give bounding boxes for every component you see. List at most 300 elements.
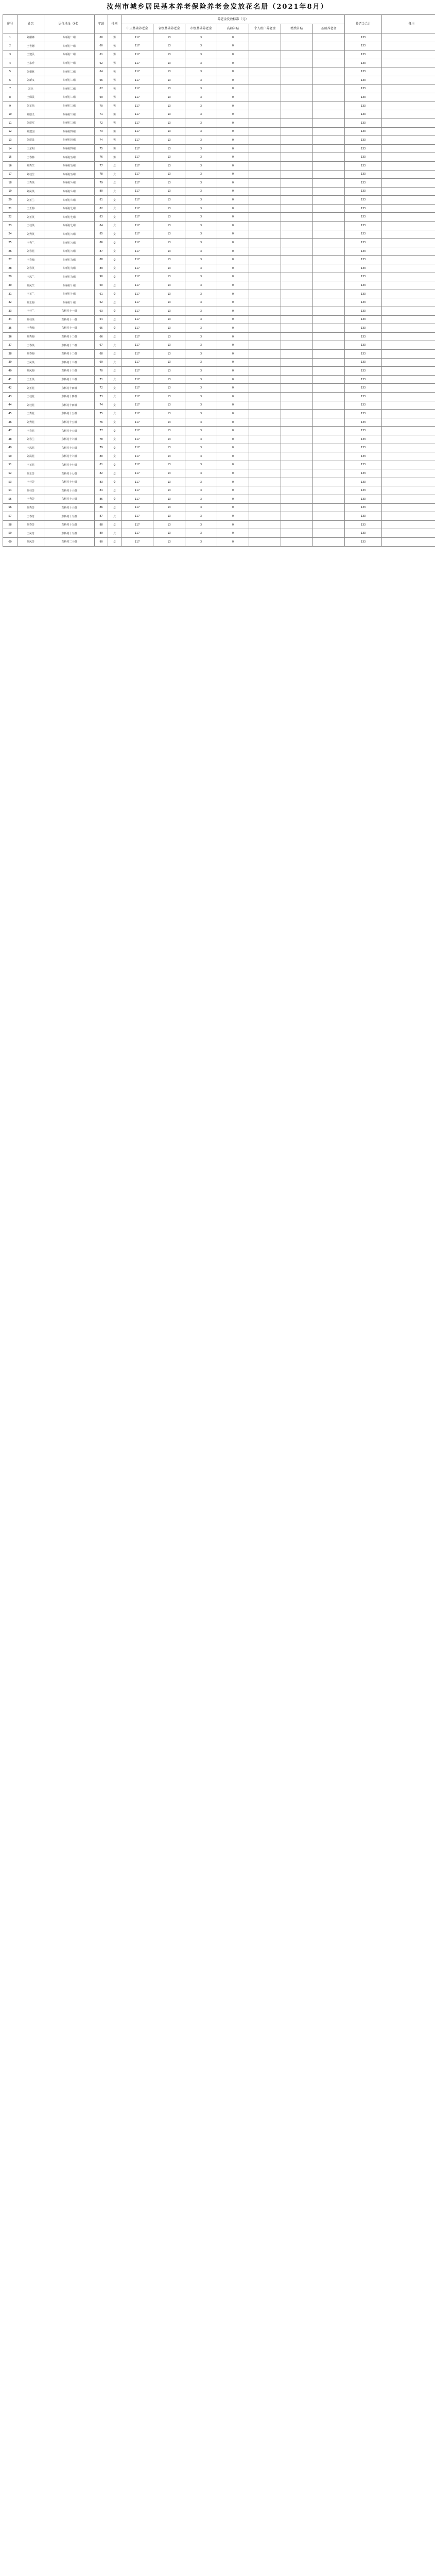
- row-sex: 女: [108, 324, 121, 333]
- row-seq: 50: [3, 452, 18, 461]
- row-age: 71: [95, 375, 108, 384]
- row-personal-account: [249, 392, 281, 401]
- row-personal-account: [249, 127, 281, 136]
- row-age-subsidy: 0: [217, 50, 249, 59]
- table-row: [3, 33, 435, 42]
- row-age: 85: [95, 230, 108, 239]
- row-base-pension: [313, 204, 345, 213]
- row-remark: [382, 332, 435, 341]
- row-age-subsidy: 0: [217, 495, 249, 504]
- row-age: 62: [95, 298, 108, 307]
- row-age: 78: [95, 170, 108, 179]
- header-sex: 性别: [108, 15, 121, 33]
- row-seq: 54: [3, 486, 18, 495]
- row-age-subsidy: 0: [217, 418, 249, 427]
- row-contribution-subsidy: [281, 520, 313, 529]
- row-address: 东桥村十一组: [44, 315, 95, 324]
- row-name: 王秀花: [18, 410, 44, 418]
- row-base-pension: [313, 478, 345, 486]
- row-sex: 男: [108, 33, 121, 42]
- row-base-pension: [313, 367, 345, 376]
- table-row: [3, 427, 435, 435]
- row-base-pension: [313, 512, 345, 521]
- row-city-base: 3: [185, 42, 217, 50]
- table-row: [3, 315, 435, 324]
- table-row: [3, 512, 435, 521]
- row-remark: [382, 136, 435, 145]
- table-row: [3, 435, 435, 444]
- row-total: 133: [345, 358, 382, 367]
- row-province-base: 13: [153, 179, 185, 188]
- row-personal-account: [249, 401, 281, 410]
- row-contribution-subsidy: [281, 179, 313, 188]
- row-address: 东桥村十九组: [44, 512, 95, 521]
- row-name: 刘桂兰: [18, 170, 44, 179]
- row-contribution-subsidy: [281, 307, 313, 316]
- row-age: 84: [95, 222, 108, 230]
- row-city-base: 3: [185, 101, 217, 110]
- row-sex: 女: [108, 418, 121, 427]
- row-central-base: 117: [121, 444, 153, 452]
- row-address: 东桥村十六组: [44, 435, 95, 444]
- row-seq: 7: [3, 84, 18, 93]
- row-contribution-subsidy: [281, 461, 313, 469]
- row-province-base: 13: [153, 520, 185, 529]
- row-address: 东桥村十五组: [44, 427, 95, 435]
- row-contribution-subsidy: [281, 332, 313, 341]
- row-contribution-subsidy: [281, 512, 313, 521]
- row-central-base: 117: [121, 367, 153, 376]
- row-sex: 女: [108, 256, 121, 264]
- row-total: 133: [345, 401, 382, 410]
- row-sex: 男: [108, 101, 121, 110]
- row-address: 东桥村二组: [44, 67, 95, 76]
- row-seq: 59: [3, 529, 18, 538]
- row-age: 76: [95, 153, 108, 162]
- row-seq: 49: [3, 444, 18, 452]
- row-address: 东桥村一组: [44, 50, 95, 59]
- row-city-base: 3: [185, 281, 217, 290]
- row-central-base: 117: [121, 452, 153, 461]
- row-central-base: 117: [121, 110, 153, 119]
- row-sex: 男: [108, 93, 121, 102]
- row-central-base: 117: [121, 93, 153, 102]
- row-city-base: 3: [185, 503, 217, 512]
- row-city-base: 3: [185, 538, 217, 547]
- row-contribution-subsidy: [281, 392, 313, 401]
- row-province-base: 13: [153, 136, 185, 145]
- row-age: 89: [95, 264, 108, 273]
- row-personal-account: [249, 307, 281, 316]
- row-central-base: 117: [121, 144, 153, 153]
- row-total: 133: [345, 144, 382, 153]
- row-remark: [382, 392, 435, 401]
- row-name: 王凤花: [18, 444, 44, 452]
- row-province-base: 13: [153, 384, 185, 393]
- row-name: 刘春英: [18, 264, 44, 273]
- row-address: 东桥村十一组: [44, 307, 95, 316]
- row-sex: 女: [108, 230, 121, 239]
- row-sex: 男: [108, 67, 121, 76]
- row-contribution-subsidy: [281, 281, 313, 290]
- row-province-base: 13: [153, 529, 185, 538]
- row-personal-account: [249, 50, 281, 59]
- row-sex: 男: [108, 76, 121, 84]
- row-central-base: 117: [121, 307, 153, 316]
- row-sex: 女: [108, 384, 121, 393]
- row-base-pension: [313, 495, 345, 504]
- row-seq: 47: [3, 427, 18, 435]
- row-base-pension: [313, 410, 345, 418]
- row-province-base: 13: [153, 444, 185, 452]
- row-total: 133: [345, 196, 382, 205]
- row-contribution-subsidy: [281, 161, 313, 170]
- row-age: 74: [95, 401, 108, 410]
- row-personal-account: [249, 538, 281, 547]
- row-total: 133: [345, 452, 382, 461]
- row-age: 83: [95, 478, 108, 486]
- row-remark: [382, 444, 435, 452]
- row-central-base: 117: [121, 341, 153, 350]
- row-address: 东桥村一组: [44, 42, 95, 50]
- row-central-base: 117: [121, 196, 153, 205]
- row-name: 王春英: [18, 341, 44, 350]
- row-name: 王凤兰: [18, 273, 44, 281]
- row-central-base: 117: [121, 529, 153, 538]
- row-age: 64: [95, 67, 108, 76]
- row-city-base: 3: [185, 529, 217, 538]
- row-city-base: 3: [185, 33, 217, 42]
- row-central-base: 117: [121, 213, 153, 222]
- row-age: 80: [95, 452, 108, 461]
- row-remark: [382, 187, 435, 196]
- row-age-subsidy: 0: [217, 187, 249, 196]
- row-address: 东桥村六组: [44, 196, 95, 205]
- row-remark: [382, 161, 435, 170]
- table-row: [3, 247, 435, 256]
- row-personal-account: [249, 495, 281, 504]
- row-city-base: 3: [185, 461, 217, 469]
- row-base-pension: [313, 384, 345, 393]
- row-seq: 30: [3, 281, 18, 290]
- row-address: 东桥村五组: [44, 170, 95, 179]
- row-contribution-subsidy: [281, 118, 313, 127]
- row-total: 133: [345, 427, 382, 435]
- row-seq: 55: [3, 495, 18, 504]
- row-remark: [382, 358, 435, 367]
- row-age-subsidy: 0: [217, 110, 249, 119]
- row-age-subsidy: 0: [217, 93, 249, 102]
- row-remark: [382, 495, 435, 504]
- row-address: 东桥村十八组: [44, 495, 95, 504]
- row-central-base: 117: [121, 290, 153, 298]
- row-seq: 4: [3, 59, 18, 67]
- row-name: 王玉梅: [18, 204, 44, 213]
- row-central-base: 117: [121, 435, 153, 444]
- row-central-base: 117: [121, 84, 153, 93]
- row-seq: 51: [3, 461, 18, 469]
- row-base-pension: [313, 298, 345, 307]
- row-age: 85: [95, 495, 108, 504]
- row-contribution-subsidy: [281, 469, 313, 478]
- row-age-subsidy: 0: [217, 290, 249, 298]
- row-personal-account: [249, 213, 281, 222]
- header-personal-account: 个人账户养老金: [249, 24, 281, 33]
- row-sex: 女: [108, 486, 121, 495]
- row-province-base: 13: [153, 247, 185, 256]
- row-remark: [382, 478, 435, 486]
- row-city-base: 3: [185, 358, 217, 367]
- row-sex: 女: [108, 315, 121, 324]
- table-row: [3, 349, 435, 358]
- row-sex: 男: [108, 59, 121, 67]
- row-seq: 28: [3, 264, 18, 273]
- row-remark: [382, 273, 435, 281]
- row-total: 133: [345, 349, 382, 358]
- row-seq: 9: [3, 101, 18, 110]
- row-name: 王桂英: [18, 222, 44, 230]
- row-address: 东桥村二组: [44, 93, 95, 102]
- row-sex: 女: [108, 247, 121, 256]
- row-province-base: 13: [153, 222, 185, 230]
- row-province-base: 13: [153, 452, 185, 461]
- row-sex: 女: [108, 529, 121, 538]
- row-address: 东桥村九组: [44, 273, 95, 281]
- row-name: 王东明: [18, 144, 44, 153]
- row-address: 东桥村九组: [44, 264, 95, 273]
- row-city-base: 3: [185, 410, 217, 418]
- table-row: [3, 196, 435, 205]
- row-total: 133: [345, 444, 382, 452]
- table-row: [3, 503, 435, 512]
- row-seq: 24: [3, 230, 18, 239]
- row-age: 70: [95, 101, 108, 110]
- row-contribution-subsidy: [281, 349, 313, 358]
- row-address: 东桥村三组: [44, 110, 95, 119]
- table-row: [3, 273, 435, 281]
- table-row: [3, 452, 435, 461]
- row-address: 东桥村十七组: [44, 469, 95, 478]
- row-contribution-subsidy: [281, 239, 313, 247]
- row-name: 王玉英: [18, 375, 44, 384]
- row-personal-account: [249, 444, 281, 452]
- table-row: [3, 118, 435, 127]
- row-sex: 男: [108, 136, 121, 145]
- row-sex: 女: [108, 512, 121, 521]
- row-province-base: 13: [153, 358, 185, 367]
- row-age: 82: [95, 469, 108, 478]
- row-contribution-subsidy: [281, 33, 313, 42]
- row-city-base: 3: [185, 349, 217, 358]
- row-sex: 女: [108, 307, 121, 316]
- row-personal-account: [249, 170, 281, 179]
- row-total: 133: [345, 33, 382, 42]
- row-central-base: 117: [121, 76, 153, 84]
- row-central-base: 117: [121, 512, 153, 521]
- row-address: 东桥村十六组: [44, 452, 95, 461]
- row-seq: 21: [3, 204, 18, 213]
- row-central-base: 117: [121, 469, 153, 478]
- row-age: 60: [95, 281, 108, 290]
- row-central-base: 117: [121, 222, 153, 230]
- row-base-pension: [313, 222, 345, 230]
- row-age-subsidy: 0: [217, 512, 249, 521]
- row-total: 133: [345, 179, 382, 188]
- row-remark: [382, 341, 435, 350]
- row-province-base: 13: [153, 118, 185, 127]
- row-city-base: 3: [185, 144, 217, 153]
- row-age-subsidy: 0: [217, 161, 249, 170]
- row-name: 王春林: [18, 153, 44, 162]
- table-row: [3, 256, 435, 264]
- row-base-pension: [313, 144, 345, 153]
- row-total: 133: [345, 222, 382, 230]
- row-sex: 女: [108, 367, 121, 376]
- row-city-base: 3: [185, 153, 217, 162]
- row-age: 87: [95, 512, 108, 521]
- row-address: 东桥村十三组: [44, 367, 95, 376]
- row-seq: 34: [3, 315, 18, 324]
- row-base-pension: [313, 170, 345, 179]
- row-age-subsidy: 0: [217, 375, 249, 384]
- table-row: [3, 478, 435, 486]
- row-age: 88: [95, 520, 108, 529]
- row-personal-account: [249, 315, 281, 324]
- row-sex: 女: [108, 349, 121, 358]
- row-province-base: 13: [153, 486, 185, 495]
- roster-body: [3, 33, 435, 547]
- row-age: 73: [95, 392, 108, 401]
- row-name: 王桂兰: [18, 307, 44, 316]
- row-city-base: 3: [185, 444, 217, 452]
- row-name: 王春花: [18, 427, 44, 435]
- row-base-pension: [313, 290, 345, 298]
- row-personal-account: [249, 452, 281, 461]
- row-city-base: 3: [185, 495, 217, 504]
- row-city-base: 3: [185, 76, 217, 84]
- row-address: 东桥村十七组: [44, 478, 95, 486]
- row-personal-account: [249, 144, 281, 153]
- row-central-base: 117: [121, 410, 153, 418]
- row-address: 东桥村二组: [44, 84, 95, 93]
- row-seq: 2: [3, 42, 18, 50]
- row-age-subsidy: 0: [217, 315, 249, 324]
- row-city-base: 3: [185, 435, 217, 444]
- row-name: 王建民: [18, 50, 44, 59]
- row-personal-account: [249, 427, 281, 435]
- table-row: [3, 67, 435, 76]
- row-sex: 女: [108, 435, 121, 444]
- row-remark: [382, 93, 435, 102]
- table-row: [3, 84, 435, 93]
- row-address: 东桥村八组: [44, 247, 95, 256]
- row-address: 东桥村十八组: [44, 503, 95, 512]
- row-sex: 女: [108, 179, 121, 188]
- row-city-base: 3: [185, 418, 217, 427]
- row-contribution-subsidy: [281, 67, 313, 76]
- row-age-subsidy: 0: [217, 410, 249, 418]
- row-address: 东桥村十三组: [44, 358, 95, 367]
- row-city-base: 3: [185, 230, 217, 239]
- row-total: 133: [345, 410, 382, 418]
- row-address: 东桥村五组: [44, 161, 95, 170]
- row-base-pension: [313, 469, 345, 478]
- row-personal-account: [249, 358, 281, 367]
- row-name: 刘桂芳: [18, 486, 44, 495]
- table-row: [3, 93, 435, 102]
- row-total: 133: [345, 161, 382, 170]
- row-contribution-subsidy: [281, 273, 313, 281]
- row-age-subsidy: 0: [217, 247, 249, 256]
- row-age: 70: [95, 367, 108, 376]
- row-contribution-subsidy: [281, 444, 313, 452]
- row-remark: [382, 196, 435, 205]
- row-address: 东桥村九组: [44, 256, 95, 264]
- row-address: 东桥村三组: [44, 118, 95, 127]
- row-age: 79: [95, 179, 108, 188]
- row-contribution-subsidy: [281, 324, 313, 333]
- row-contribution-subsidy: [281, 59, 313, 67]
- row-province-base: 13: [153, 478, 185, 486]
- header-standard-group: 养老金发放标准（元）: [121, 15, 345, 24]
- row-contribution-subsidy: [281, 136, 313, 145]
- row-sex: 女: [108, 461, 121, 469]
- row-sex: 女: [108, 503, 121, 512]
- row-name: 刘根林: [18, 67, 44, 76]
- row-total: 133: [345, 93, 382, 102]
- row-city-base: 3: [185, 67, 217, 76]
- table-row: [3, 341, 435, 350]
- row-remark: [382, 461, 435, 469]
- row-age: 61: [95, 290, 108, 298]
- row-remark: [382, 384, 435, 393]
- row-central-base: 117: [121, 42, 153, 50]
- row-province-base: 13: [153, 307, 185, 316]
- row-total: 133: [345, 315, 382, 324]
- row-age: 60: [95, 42, 108, 50]
- row-personal-account: [249, 478, 281, 486]
- row-central-base: 117: [121, 67, 153, 76]
- row-total: 133: [345, 59, 382, 67]
- row-central-base: 117: [121, 170, 153, 179]
- row-sex: 男: [108, 110, 121, 119]
- row-age-subsidy: 0: [217, 136, 249, 145]
- row-city-base: 3: [185, 196, 217, 205]
- row-personal-account: [249, 101, 281, 110]
- row-base-pension: [313, 332, 345, 341]
- header-central-base: 中央基础养老金: [121, 24, 153, 33]
- row-central-base: 117: [121, 127, 153, 136]
- row-age-subsidy: 0: [217, 298, 249, 307]
- row-remark: [382, 42, 435, 50]
- row-total: 133: [345, 384, 382, 393]
- row-province-base: 13: [153, 332, 185, 341]
- row-province-base: 13: [153, 469, 185, 478]
- row-name: 刘克: [18, 84, 44, 93]
- row-address: 东桥村十五组: [44, 418, 95, 427]
- row-name: 刘凤芳: [18, 538, 44, 547]
- row-seq: 22: [3, 213, 18, 222]
- row-address: 东桥村四组: [44, 136, 95, 145]
- row-remark: [382, 538, 435, 547]
- row-name: 刘凤英: [18, 187, 44, 196]
- row-address: 东桥村十组: [44, 290, 95, 298]
- row-contribution-subsidy: [281, 247, 313, 256]
- row-city-base: 3: [185, 332, 217, 341]
- row-base-pension: [313, 264, 345, 273]
- row-age: 66: [95, 332, 108, 341]
- row-total: 133: [345, 204, 382, 213]
